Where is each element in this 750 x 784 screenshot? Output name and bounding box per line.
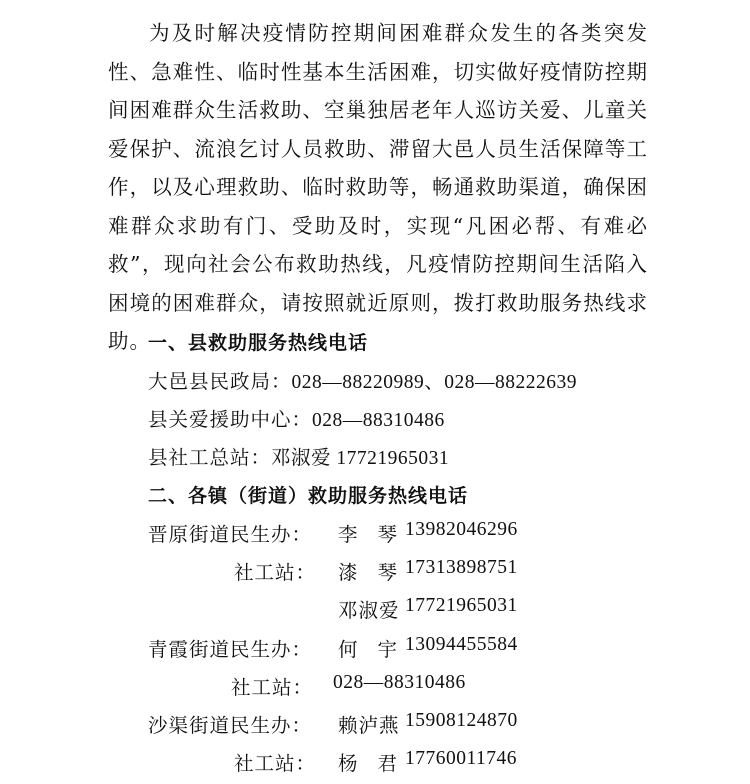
hotline-label: 县社工总站： [148, 446, 272, 469]
intro-paragraph: 为及时解决疫情防控期间困难群众发生的各类突发性、急难性、临时性基本生活困难，切实做好疫情防控期间困难群众生活救助、空巢独居老年人巡访关爱、儿童关爱保护、流浪乞讨人员救助、滞留大邑人员生活保障等工作，以及心理救助、临时救助等，畅通救助渠道，确保困难群众求助有门、受助及时，实现“凡困必帮、有难必救”，现向社会公布救助热线，凡疫情防控期间生活陷入困境的困难群众，请按照就近原则，拨打救助服务热线求助。 [108, 21, 648, 353]
contact-unit-label: 晋原街道民生办： [148, 523, 313, 546]
hotline-value: 028—88220989、028—88222639 [291, 372, 578, 393]
hotline-civil-affairs-bureau [148, 366, 577, 394]
contact-name: 邓淑爱 [338, 599, 400, 622]
hotline-label: 大邑县民政局： [148, 370, 292, 393]
section-2-heading: 二、各镇（街道）救助服务热线电话 [148, 485, 469, 507]
contact-name: 杨君 [338, 752, 398, 775]
contact-phone: 028—88310486 [333, 672, 466, 693]
section-1-heading: 一、县救助服务热线电话 [148, 332, 369, 354]
hotline-value: 邓淑爱 17721965031 [271, 448, 450, 469]
contact-phone: 15908124870 [405, 710, 518, 731]
contact-phone: 13094455584 [405, 634, 518, 655]
contact-phone: 17721965031 [405, 595, 518, 616]
contact-phone: 17313898751 [405, 557, 518, 578]
contact-phone: 13982046296 [405, 519, 518, 540]
contact-unit-label: 青霞街道民生办： [148, 638, 313, 661]
hotline-social-work-station [148, 442, 449, 470]
hotline-care-center [148, 404, 445, 432]
contact-unit-label: 社工站： [231, 676, 314, 699]
contact-name: 赖泸燕 [338, 714, 400, 737]
contact-unit-label: 社工站： [234, 752, 317, 775]
contact-name: 李琴 [338, 523, 398, 546]
contact-unit-label: 沙渠街道民生办： [148, 714, 313, 737]
hotline-label: 县关爱援助中心： [148, 408, 313, 431]
contact-name: 何宇 [338, 638, 398, 661]
contact-name: 漆琴 [338, 561, 398, 584]
contact-phone: 17760011746 [405, 748, 518, 769]
hotline-value: 028—88310486 [312, 410, 445, 431]
contact-unit-label: 社工站： [234, 561, 317, 584]
